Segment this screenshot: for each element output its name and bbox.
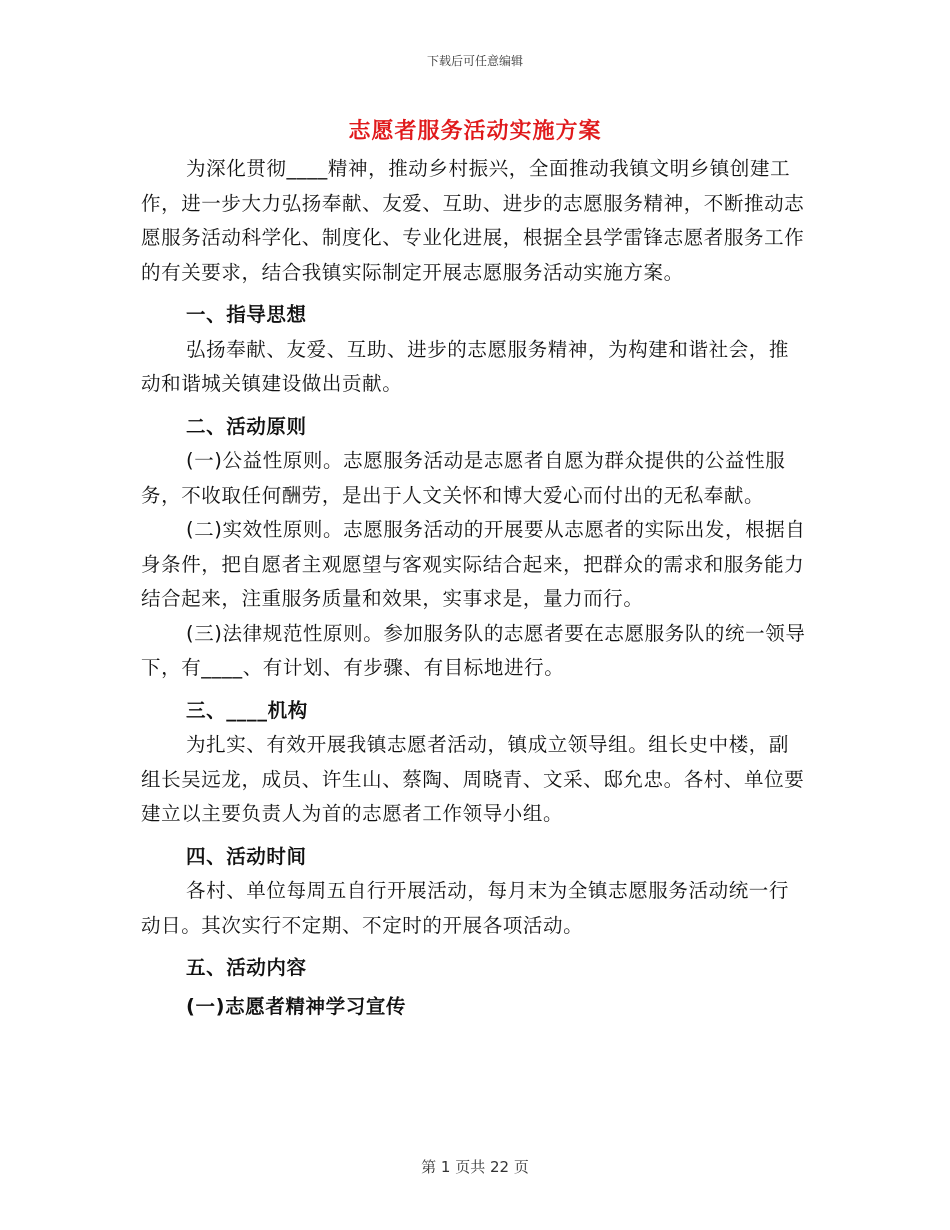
section-2-heading: 二、活动原则: [186, 414, 307, 438]
section-1-text: 弘扬奉献、友爱、互助、进步的志愿服务精神，为构建和谐社会，推动和谐城关镇建设做出贡献。: [141, 337, 790, 395]
section-4-text: 各村、单位每周五自行开展活动，每月末为全镇志愿服务活动统一行动日。其次实行不定期、不定时的开展各项活动。: [141, 879, 790, 937]
section-5-subheading-1: (一)志愿者精神学习宣传: [186, 994, 407, 1018]
section-2-paragraph-3: (三)法律规范性原则。参加服务队的志愿者要在志愿服务队的统一领导下，有____、有计划、有步骤、有目标地进行。: [141, 621, 806, 679]
section-2-paragraph-1: (一)公益性原则。志愿服务活动是志愿者自愿为群众提供的公益性服务，不收取任何酬劳，是出于人文关怀和博大爱心而付出的无私奉献。: [141, 449, 786, 507]
page-footer: 第 1 页共 22 页: [421, 1158, 529, 1176]
section-4-heading: 四、活动时间: [186, 844, 307, 868]
section-3-text: 为扎实、有效开展我镇志愿者活动，镇成立领导组。组长史中楼，副组长吴远龙，成员、许生山、蔡陶、周晓青、文采、邸允忠。各村、单位要建立以主要负责人为首的志愿者工作领导小组。: [141, 733, 805, 825]
section-1-heading: 一、指导思想: [186, 303, 307, 326]
section-3-heading: 三、____机构: [186, 698, 308, 722]
header-note: 下载后可任意编辑: [426, 54, 523, 68]
document-body: [141, 152, 809, 1024]
document-title: 志愿者服务活动实施方案: [348, 119, 602, 144]
section-5-heading: 五、活动内容: [186, 956, 307, 979]
intro-paragraph: 为深化贯彻____精神，推动乡村振兴，全面推动我镇文明乡镇创建工作，进一步大力弘扬奉献、友爱、互助、进步的志愿服务精神，不断推动志愿服务活动科学化、制度化、专业化进展，根据全县学雷锋志愿者服务工作的有关要求，结合我镇实际制定开展志愿服务活动实施方案。: [141, 157, 805, 284]
section-2-paragraph-2: (二)实效性原则。志愿服务活动的开展要从志愿者的实际出发，根据自身条件，把自愿者主观愿望与客观实际结合起来，把群众的需求和服务能力结合起来，注重服务质量和效果，实事求是，量力而行。: [141, 518, 806, 610]
